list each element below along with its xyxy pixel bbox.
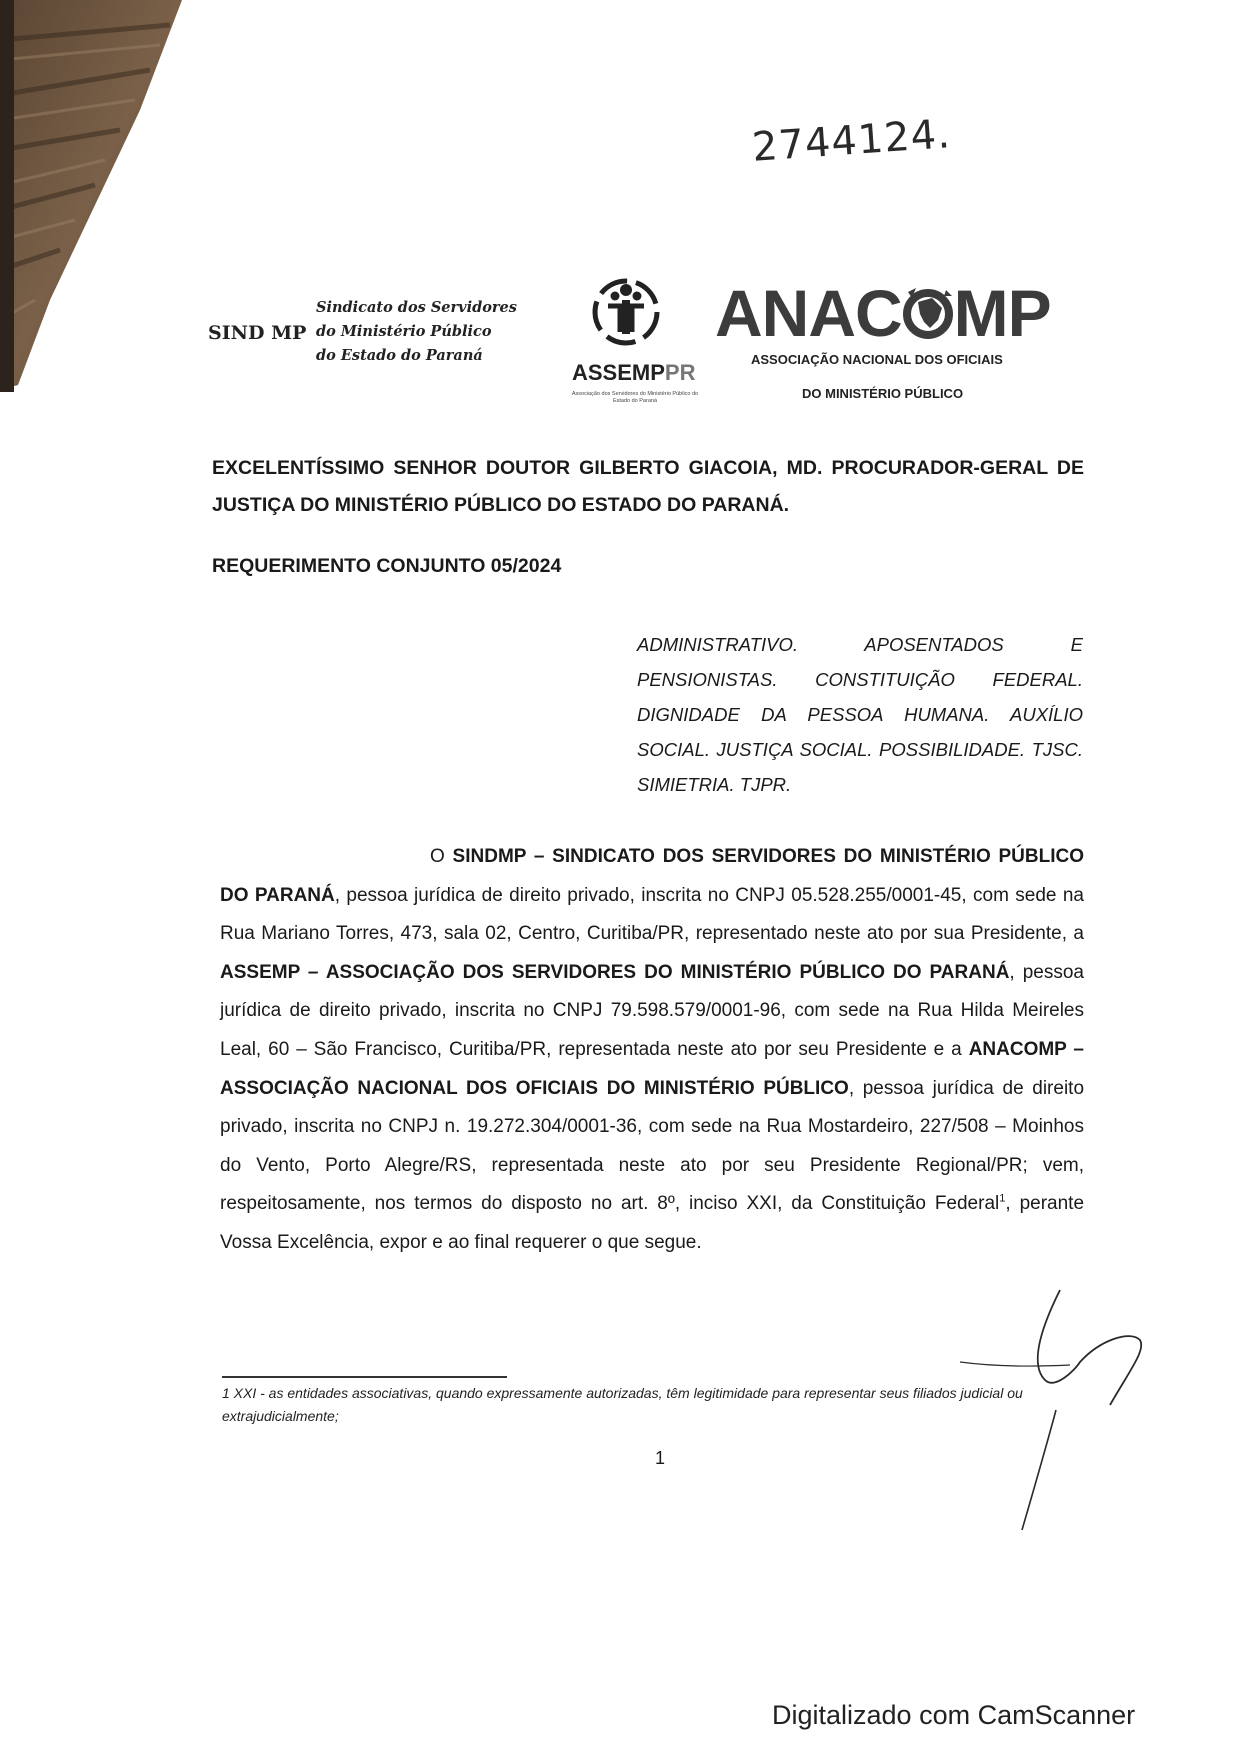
page-number: 1 bbox=[655, 1448, 666, 1468]
assemp-brand-main: ASSEMP bbox=[572, 360, 665, 385]
anacomp-logo bbox=[715, 276, 1075, 410]
handwritten-signature bbox=[960, 1270, 1150, 1535]
sindmp-name-line-3: do Estado do Paraná bbox=[316, 347, 483, 364]
body-text-5: , perante Vossa Excelência, expor e ao final requerer o que segue. bbox=[220, 1193, 1085, 1253]
addressee: EXCELENTÍSSIMO SENHOR DOUTOR GILBERTO GIACOIA, MD. PROCURADOR-GERAL DE JUSTIÇA DO MINISTÉRIO PÚBLICO DO ESTADO DO PARANÁ. bbox=[212, 457, 1084, 516]
sindmp-name bbox=[316, 296, 517, 368]
assemp-logo bbox=[560, 268, 710, 418]
sindmp-brand: SIND MP bbox=[208, 322, 307, 344]
sindmp-name-bold: SINDMP – SINDICATO DOS SERVIDORES DO MINISTÉRIO PÚBLICO DO PARANÁ bbox=[220, 846, 1084, 906]
body-text-2: , pessoa jurídica de direito privado, inscrita no CNPJ 05.528.255/0001-45, com sede na Rua Mariano Torres, 473, sala 02, Centro, Curitiba/PR, representado neste ato por sua Presidente, a bbox=[220, 884, 1084, 945]
brazil-globe-icon bbox=[902, 284, 954, 340]
camscanner-watermark: Digitalizado com CamScanner bbox=[772, 1700, 1136, 1730]
assemp-brand bbox=[572, 360, 695, 386]
anacomp-subtitle-1: ASSOCIAÇÃO NACIONAL DOS OFICIAIS bbox=[751, 352, 1003, 367]
assemp-subtitle: Associação dos Servidores do Ministério Público do Estado do Paraná bbox=[571, 391, 699, 404]
body-text-3: , pessoa jurídica de direito privado, inscrita no CNPJ 79.598.579/0001-96, com sede na Rua Hilda Meireles Leal, 60 – São Francisco, Curitiba/PR, representada neste ato por seu Presidente e a bbox=[220, 961, 1084, 1060]
anacomp-brand-right: MP bbox=[953, 276, 1051, 350]
footnote: 1 XXI - as entidades associativas, quando expressamente autorizadas, têm legitimidade para representar seus filiados judicial ou extrajudicialmente; bbox=[222, 1385, 1023, 1424]
sindmp-name-line-2: do Ministério Público bbox=[316, 323, 492, 340]
sindmp-name-line-1: Sindicato dos Servidores bbox=[316, 299, 517, 316]
footnote-divider bbox=[222, 1376, 507, 1378]
assemp-emblem-icon bbox=[588, 272, 664, 352]
handwritten-protocol-number: 2744124. bbox=[750, 111, 953, 171]
anacomp-brand-left: ANAC bbox=[715, 276, 902, 350]
footnote-reference: 1 bbox=[999, 1193, 1006, 1206]
anacomp-subtitle-2: DO MINISTÉRIO PÚBLICO bbox=[802, 386, 964, 401]
body-text-1: O bbox=[430, 846, 453, 867]
anacomp-name-bold: ANACOMP – ASSOCIAÇÃO NACIONAL DOS OFICIAIS DO MINISTÉRIO PÚBLICO bbox=[220, 1038, 1085, 1099]
assemp-brand-suffix: PR bbox=[664, 360, 696, 385]
request-title: REQUERIMENTO CONJUNTO 05/2024 bbox=[212, 555, 562, 577]
body-paragraph bbox=[220, 838, 1084, 1263]
assemp-name-bold: ASSEMP – ASSOCIAÇÃO DOS SERVIDORES DO MINISTÉRIO PÚBLICO DO PARANÁ bbox=[220, 961, 1010, 983]
sindmp-logo bbox=[208, 290, 538, 370]
body-text-4: , pessoa jurídica de direito privado, inscrita no CNPJ n. 19.272.304/0001-36, com sede na Rua Mostardeiro, 227/508 – Moinhos do Vento, Porto Alegre/RS, representada neste ato por seu Presidente Regional/PR; vem, respeitosamente, nos termos do disposto no art. 8º, inciso XXI, da Constituição Federal bbox=[220, 1077, 1085, 1215]
anacomp-brand bbox=[715, 276, 1051, 350]
ementa: ADMINISTRATIVO. APOSENTADOS E PENSIONISTAS. CONSTITUIÇÃO FEDERAL. DIGNIDADE DA PESSOA HUMANA. AUXÍLIO SOCIAL. JUSTIÇA SOCIAL. POSSIBILIDADE. TJSC. SIMIETRIA. TJPR. bbox=[637, 634, 1083, 795]
scan-table-edge bbox=[0, 0, 200, 400]
